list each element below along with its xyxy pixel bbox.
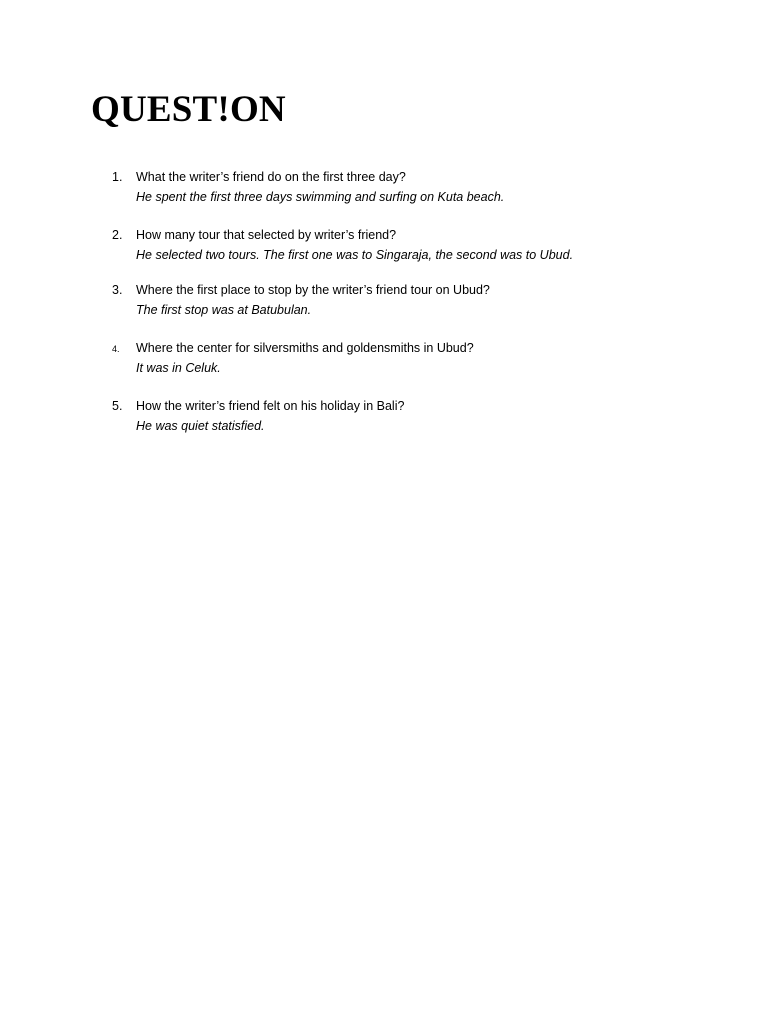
question-item [0, 398, 768, 442]
question-text: What the writer’s friend do on the first three day? [136, 170, 406, 184]
question-item [0, 169, 768, 213]
page-title: QUEST!ON [91, 89, 286, 130]
answer-text: He spent the first three days swimming and surfing on Kuta beach. [136, 190, 505, 204]
question-item [0, 227, 768, 271]
question-number: 4. [112, 344, 120, 354]
question-text: Where the first place to stop by the writer’s friend tour on Ubud? [136, 283, 490, 297]
question-item [0, 282, 768, 326]
question-number: 1. [112, 170, 123, 184]
question-number: 5. [112, 399, 123, 413]
answer-text: The first stop was at Batubulan. [136, 303, 312, 317]
question-item [0, 340, 768, 384]
answer-text: He selected two tours. The first one was to Singaraja, the second was to Ubud. [136, 248, 574, 262]
answer-text: He was quiet statisfied. [136, 419, 265, 433]
question-text: How the writer’s friend felt on his holiday in Bali? [136, 399, 405, 413]
question-number: 2. [112, 228, 123, 242]
question-text: How many tour that selected by writer’s friend? [136, 228, 397, 242]
answer-text: It was in Celuk. [136, 361, 221, 375]
question-text: Where the center for silversmiths and goldensmiths in Ubud? [136, 341, 474, 355]
question-number: 3. [112, 283, 123, 297]
